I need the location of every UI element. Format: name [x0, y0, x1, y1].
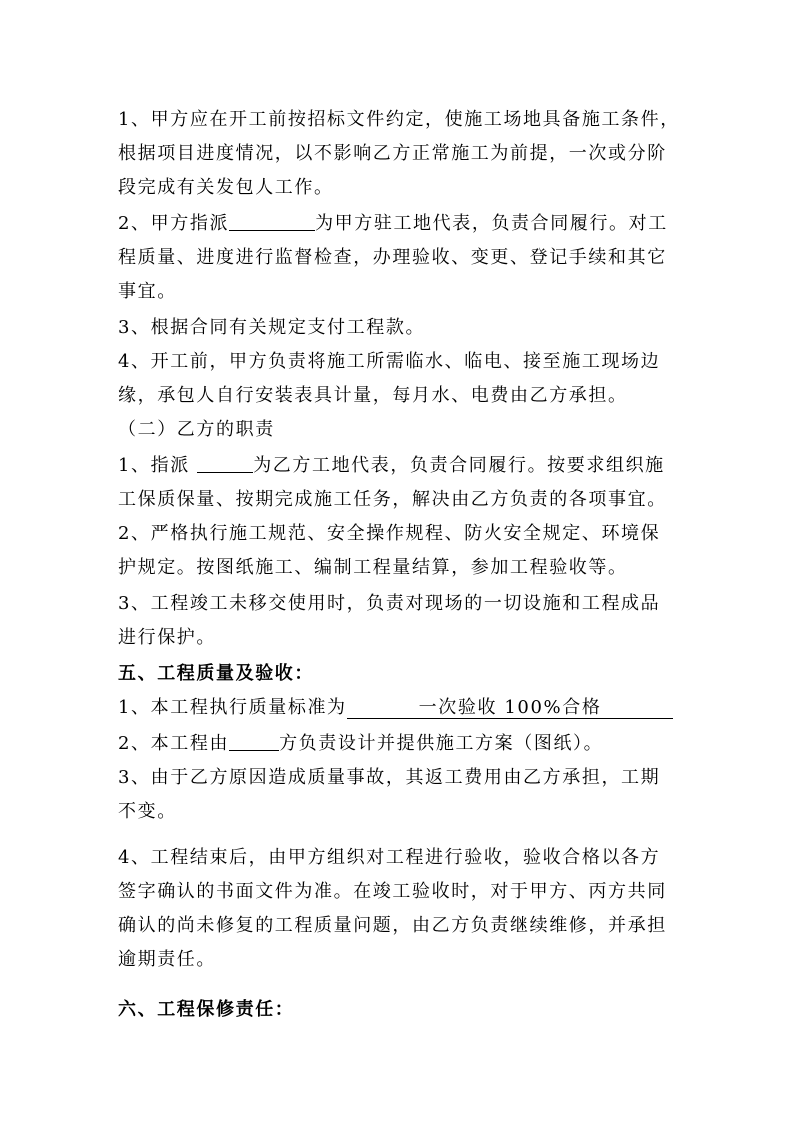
paragraph-line: 程质量、进度进行监督检查，办理验收、变更、登记手续和其它	[118, 247, 667, 268]
subsection-heading: （二）乙方的职责	[118, 419, 275, 440]
paragraph-line	[118, 212, 678, 236]
paragraph-line: 4、工程结束后，由甲方组织对工程进行验收，验收合格以各方	[118, 847, 661, 868]
text-fragment: 为甲方驻工地代表，负责合同履行。对工	[315, 213, 668, 234]
paragraph-line: 进行保护。	[118, 627, 216, 648]
paragraph-line: 签字确认的书面文件为准。在竣工验收时，对于甲方、丙方共同	[118, 881, 667, 902]
section-heading: 五、工程质量及验收：	[118, 663, 314, 684]
paragraph-line: 1、甲方应在开工前按招标文件约定，使施工场地具备施工条件，	[118, 109, 680, 130]
paragraph-line: 工保质保量、按期完成施工任务，解决由乙方负责的各项事宜。	[118, 489, 667, 510]
section-heading: 六、工程保修责任：	[118, 999, 295, 1020]
text-fragment: 方负责设计并提供施工方案（图纸）。	[279, 733, 604, 754]
paragraph-line: 4、开工前，甲方负责将施工所需临水、临电、接至施工现场边	[118, 351, 661, 372]
paragraph-line: 2、严格执行施工规范、安全操作规程、防火安全规定、环境保	[118, 523, 661, 544]
paragraph-line	[118, 454, 678, 478]
fill-in-blank[interactable]	[229, 212, 315, 231]
text-fragment: 1、本工程执行质量标准为	[118, 697, 347, 718]
paragraph-line: 3、根据合同有关规定支付工程款。	[118, 317, 426, 338]
paragraph-line: 缘，承包人自行安装表具计量，每月水、电费由乙方承担。	[118, 385, 628, 406]
paragraph-line: 护规定。按图纸施工、编制工程量结算，参加工程验收等。	[118, 557, 628, 578]
paragraph-line	[118, 696, 678, 720]
paragraph-line: 确认的尚未修复的工程质量问题，由乙方负责继续维修，并承担	[118, 915, 667, 936]
quality-standard-field[interactable]	[347, 698, 673, 719]
text-fragment: 2、本工程由	[118, 733, 230, 754]
paragraph-line: 不变。	[118, 801, 177, 822]
fill-in-blank[interactable]	[197, 454, 253, 473]
text-fragment: 为乙方工地代表，负责合同履行。按要求组织施	[253, 455, 665, 476]
paragraph-line: 3、工程竣工未移交使用时，负责对现场的一切设施和工程成品	[118, 593, 661, 614]
paragraph-line: 段完成有关发包人工作。	[118, 177, 334, 198]
paragraph-line: 3、由于乙方原因造成质量事故，其返工费用由乙方承担，工期	[118, 767, 661, 788]
quality-standard-value: 一次验收 100%合格	[418, 697, 602, 718]
fill-in-blank[interactable]	[229, 732, 279, 751]
paragraph-line: 事宜。	[118, 281, 177, 302]
text-fragment: 2、甲方指派	[118, 213, 230, 234]
paragraph-line	[118, 732, 678, 756]
paragraph-line: 根据项目进度情况，以不影响乙方正常施工为前提，一次或分阶	[118, 143, 667, 164]
paragraph-line: 逾期责任。	[118, 949, 216, 970]
text-fragment: 1、指派	[118, 455, 198, 476]
